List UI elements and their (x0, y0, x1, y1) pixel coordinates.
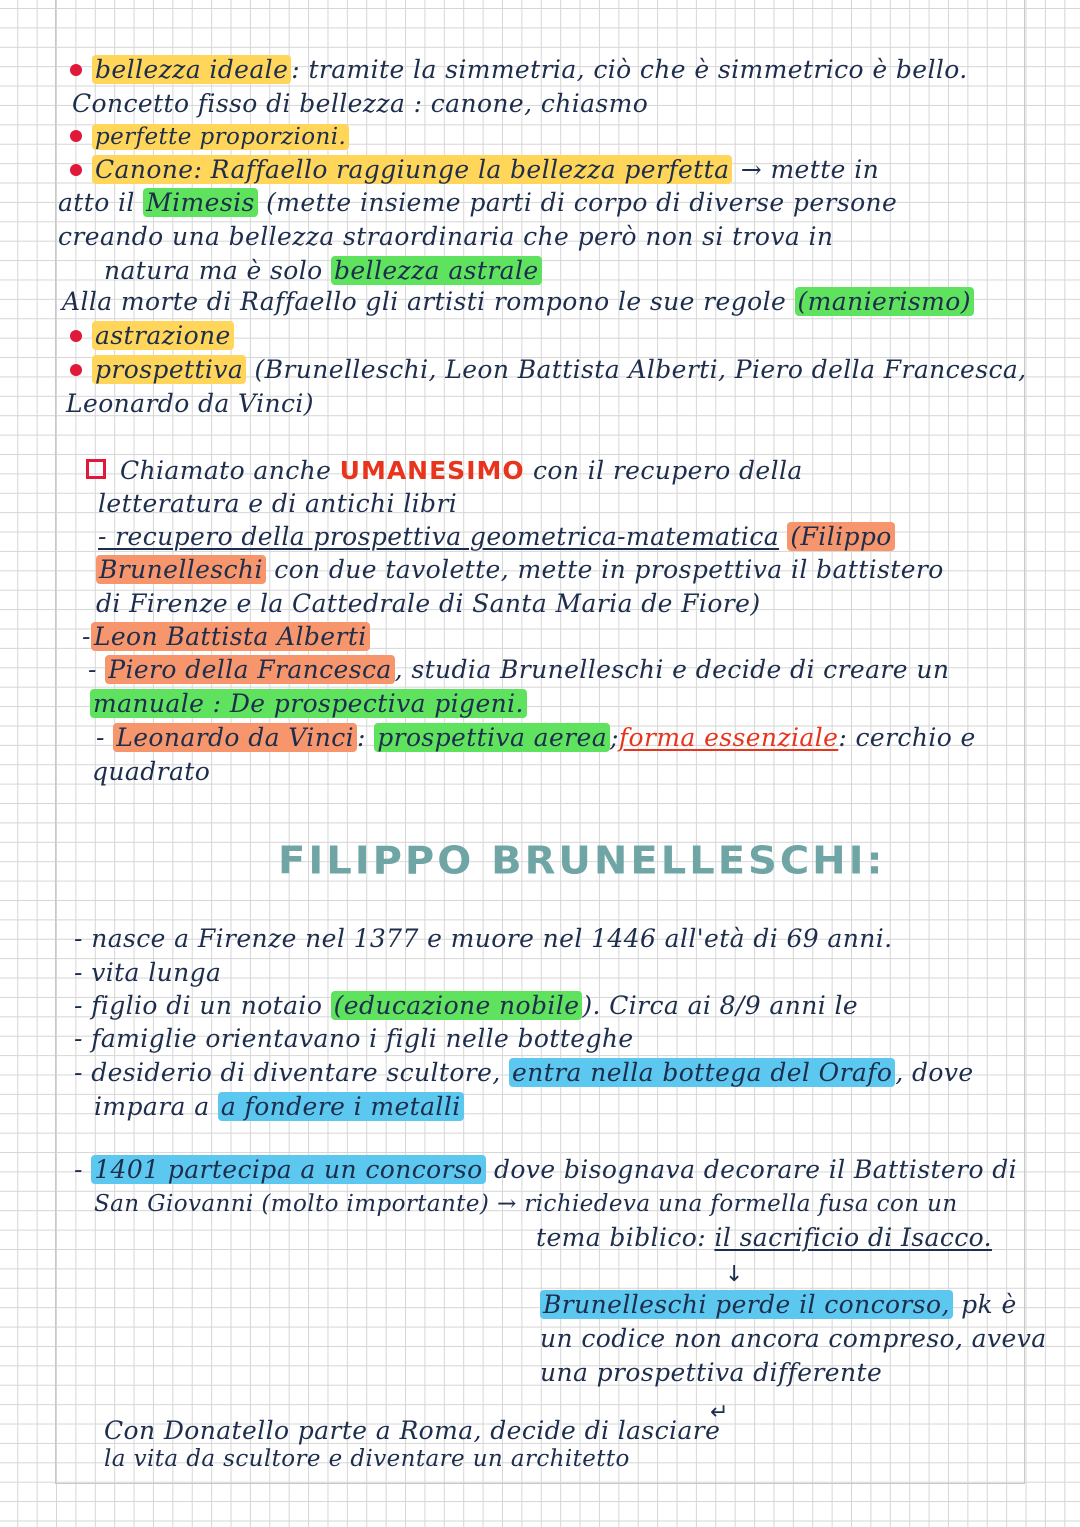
note-line (88, 655, 949, 685)
note-line: - vita lunga (74, 958, 222, 987)
note-line: una prospettiva differente (540, 1358, 883, 1387)
note-line (62, 287, 974, 317)
note-line: letteratura e di antichi libri (98, 489, 458, 518)
note-text: Alla morte di Raffaello gli artisti rompono le sue regole (62, 287, 787, 316)
arrow-down-icon: ↓ (725, 1262, 744, 1287)
highlight-green: manuale : De prospectiva pigeni. (90, 689, 527, 718)
bullet-icon (70, 164, 82, 176)
highlight-orange: Leonardo da Vinci (113, 723, 357, 752)
bullet-icon (70, 130, 82, 142)
note-text: - recupero della prospettiva geometrica-matematica (98, 522, 780, 551)
note-line: Leonardo da Vinci) (66, 389, 314, 418)
note-line: - famiglie orientavano i figli nelle botteghe (74, 1024, 634, 1053)
note-text: mette in (770, 155, 880, 184)
highlight-blue: Brunelleschi perde il concorso, (540, 1290, 953, 1319)
note-line (70, 122, 349, 152)
note-text: il sacrificio di Isacco. (714, 1223, 993, 1252)
note-line (536, 1223, 992, 1253)
highlight-orange: Brunelleschi (96, 555, 266, 584)
dash: - (82, 622, 91, 651)
note-line: di Firenze e la Cattedrale di Santa Maria de Fiore) (96, 589, 761, 618)
note-text: atto il (58, 188, 135, 217)
bullet-icon (70, 64, 82, 76)
note-text: , studia Brunelleschi e decide di creare un (394, 655, 950, 684)
note-text: con due tavolette, mette in prospettiva il battistero (274, 555, 944, 584)
highlight-orange: (Filippo (787, 522, 894, 551)
note-text: Canone: Raffaello raggiunge la bellezza perfetta (95, 155, 730, 184)
note-line (82, 622, 370, 652)
note-text: Chiamato anche (120, 456, 332, 485)
note-text: - figlio di un notaio (74, 991, 323, 1020)
note-text: natura ma è solo (104, 256, 323, 285)
note-line (104, 256, 542, 286)
note-line (94, 1092, 464, 1122)
note-line (74, 1155, 1017, 1185)
note-line (94, 1189, 958, 1219)
note-text: impara a (94, 1092, 210, 1121)
highlight-yellow: astrazione (92, 321, 234, 350)
dash: - (74, 1155, 83, 1184)
note-line (96, 555, 944, 585)
highlight-yellow: prospettiva (92, 355, 246, 384)
note-text: tema biblico: (536, 1223, 707, 1252)
note-text: ; (610, 723, 619, 752)
highlight-orange: Leon Battista Alberti (91, 622, 370, 651)
note-text: : cerchio e (838, 723, 976, 752)
note-line (86, 456, 803, 486)
page-left-border (55, 0, 56, 1484)
note-text: (Brunelleschi, Leon Battista Alberti, Piero della Francesca, (254, 355, 1027, 384)
dash: - (88, 655, 97, 684)
note-line: quadrato (92, 757, 211, 786)
note-line (74, 1058, 974, 1088)
dash: - (96, 723, 105, 752)
note-text: - desiderio di diventare scultore, (74, 1058, 501, 1087)
note-text: ). Circa ai 8/9 anni le (582, 991, 859, 1020)
highlight-orange: Piero della Francesca (105, 655, 394, 684)
note-text: , dove (895, 1058, 974, 1087)
note-line (90, 689, 527, 719)
bullet-icon (70, 330, 82, 342)
note-line: - nasce a Firenze nel 1377 e muore nel 1446 all'età di 69 anni. (74, 924, 893, 953)
highlight-yellow: perfette proporzioni. (92, 124, 349, 150)
note-line (70, 155, 879, 185)
note-line (540, 1290, 1017, 1320)
note-text: dove bisognava decorare il Battistero di (493, 1155, 1018, 1184)
highlight-yellow (92, 155, 732, 184)
highlight-blue: 1401 partecipa a un concorso (91, 1155, 485, 1184)
note-line (58, 188, 897, 218)
highlight-green: bellezza astrale (331, 256, 542, 285)
note-line: Con Donatello parte a Roma, decide di lasciare (104, 1416, 721, 1445)
page-right-border (1024, 0, 1025, 1484)
note-line: Concetto fisso di bellezza : canone, chiasmo (72, 89, 649, 118)
note-text: pk è (961, 1290, 1017, 1319)
note-line (74, 991, 858, 1021)
highlight-blue: a fondere i metalli (218, 1092, 464, 1121)
highlight-blue: entra nella bottega del Orafo (509, 1058, 895, 1087)
note-line (70, 55, 968, 85)
note-line (70, 355, 1027, 385)
note-line (98, 522, 895, 552)
arrow-right-icon: → (497, 1191, 517, 1217)
note-text: : tramite la simmetria, ciò che è simmetrico è bello. (291, 55, 968, 84)
note-line: la vita da scultore e diventare un architetto (104, 1446, 630, 1472)
note-text: : (357, 723, 366, 752)
arrow-right-icon: → (740, 155, 763, 184)
note-line: creando una bellezza straordinaria che però non si trova in (58, 222, 834, 251)
highlight-green: Mimesis (143, 188, 258, 217)
section-title: FILIPPO BRUNELLESCHI: (278, 839, 886, 883)
note-line (70, 321, 234, 351)
note-text: con il recupero della (532, 456, 803, 485)
checkbox-icon (86, 459, 106, 479)
keyword-umanesimo: UMANESIMO (339, 456, 525, 485)
highlight-green: prospettiva aerea (374, 723, 610, 752)
page-bottom-border (55, 1483, 1025, 1484)
note-text: richiedeva una formella fusa con un (524, 1191, 958, 1217)
return-arrow-icon: ↵ (710, 1400, 729, 1425)
highlight-green: (manierismo) (795, 287, 974, 316)
bullet-icon (70, 364, 82, 376)
highlight-yellow: bellezza ideale (92, 55, 291, 84)
highlight-green: (educazione nobile (331, 991, 583, 1020)
note-text-red: forma essenziale (618, 723, 839, 752)
note-line: un codice non ancora compreso, aveva (540, 1324, 1047, 1353)
note-text: San Giovanni (molto importante) (94, 1191, 490, 1217)
note-text: (mette insieme parti di corpo di diverse persone (266, 188, 898, 217)
note-line (96, 723, 976, 753)
